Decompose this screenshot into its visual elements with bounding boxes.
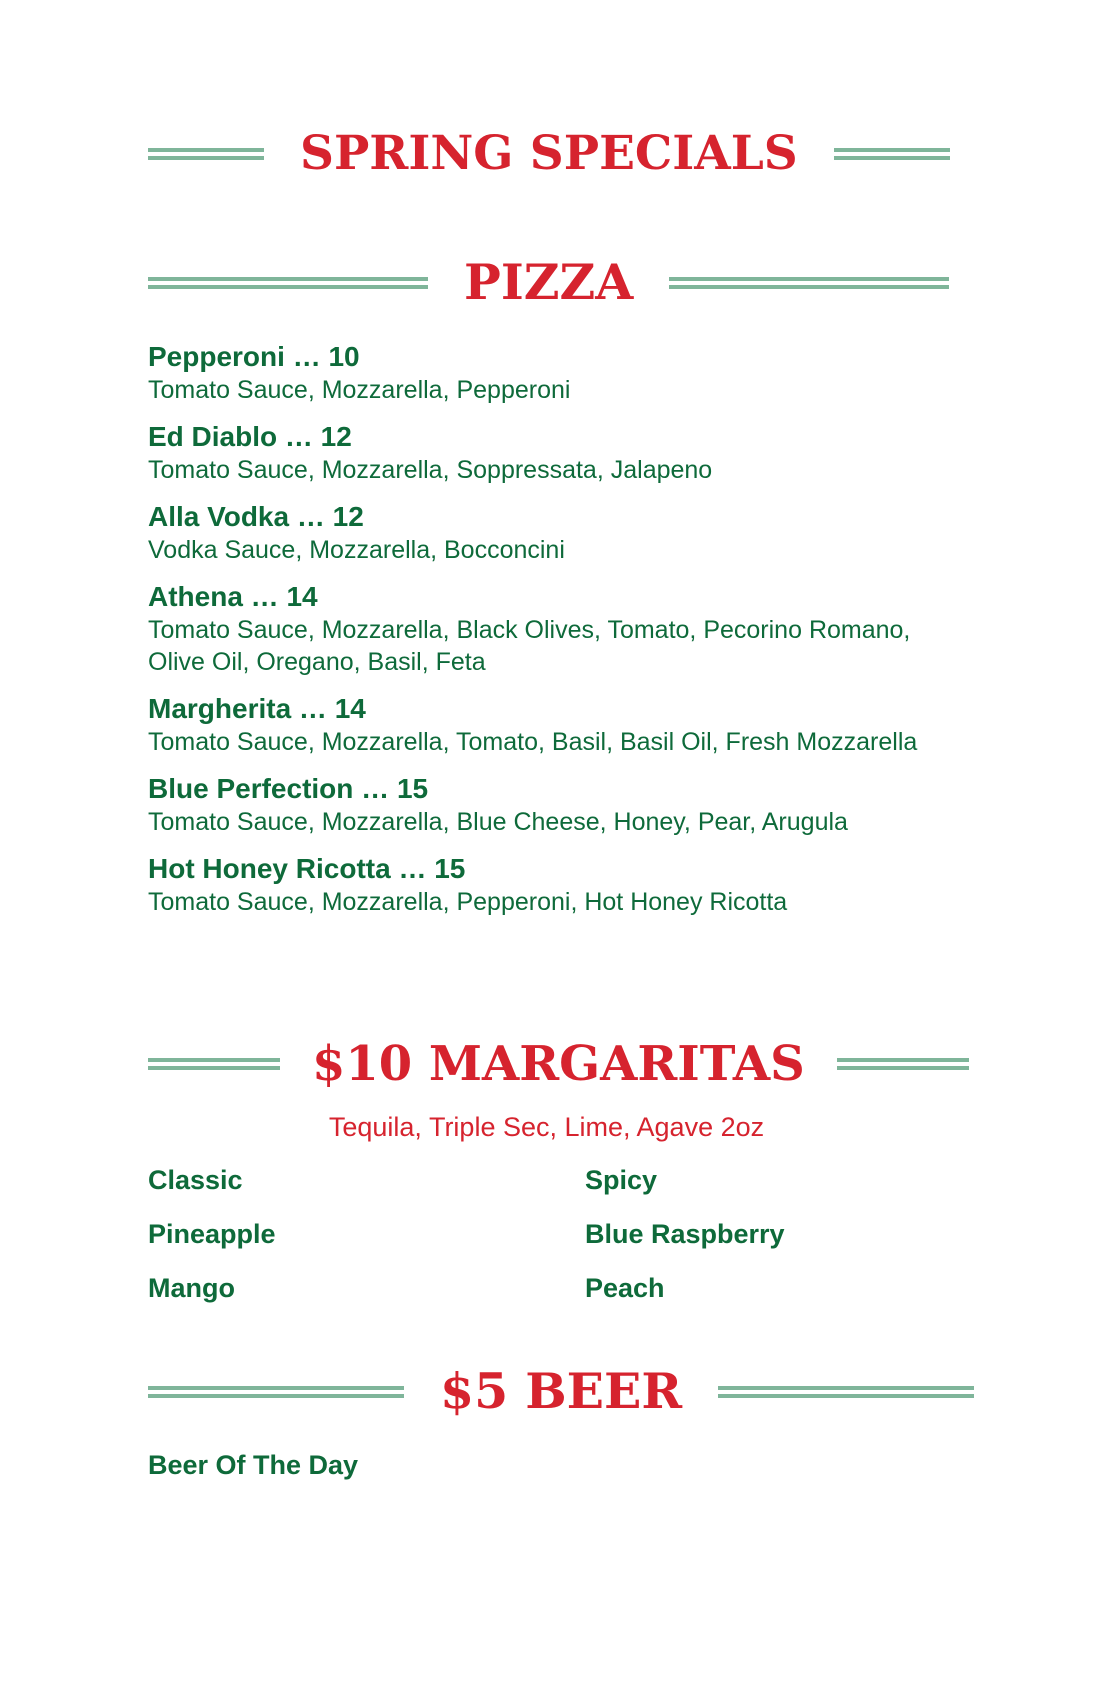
pizza-name: Alla Vodka … 12	[148, 501, 364, 532]
heading-rule-right	[837, 1058, 969, 1070]
pizza-name: Athena … 14	[148, 581, 318, 612]
margarita-item: Blue Raspberry	[585, 1219, 785, 1249]
heading-rule-left	[148, 1058, 280, 1070]
pizza-item	[148, 772, 945, 838]
pizza-name: Hot Honey Ricotta … 15	[148, 853, 466, 884]
heading-rule-right	[669, 277, 949, 289]
pizza-name: Blue Perfection … 15	[148, 773, 429, 804]
margaritas-subtitle: Tequila, Triple Sec, Lime, Agave 2oz	[328, 1112, 765, 1142]
pizza-description: Tomato Sauce, Mozzarella, Soppressata, Jalapeno	[148, 456, 713, 484]
margarita-item: Spicy	[585, 1165, 658, 1195]
beer-heading-row	[148, 1362, 945, 1420]
pizza-name: Ed Diablo … 12	[148, 421, 352, 452]
pizza-item	[148, 692, 945, 758]
margaritas-heading-row	[148, 1036, 945, 1092]
margarita-item: Classic	[148, 1165, 243, 1195]
main-heading-row	[148, 126, 945, 181]
pizza-item	[148, 420, 945, 486]
heading-rule-right	[834, 148, 950, 160]
heading-rule-left	[148, 1386, 404, 1398]
pizza-name: Margherita … 14	[148, 693, 366, 724]
margarita-item: Peach	[585, 1273, 665, 1303]
beer-item: Beer Of The Day	[148, 1450, 359, 1480]
pizza-item	[148, 580, 945, 678]
pizza-name: Pepperoni … 10	[148, 341, 360, 372]
pizza-description: Tomato Sauce, Mozzarella, Black Olives, Tomato, Pecorino Romano, Olive Oil, Oregano, Basil, Feta	[148, 616, 911, 676]
pizza-heading: PIZZA	[464, 253, 634, 311]
pizza-description: Tomato Sauce, Mozzarella, Blue Cheese, Honey, Pear, Arugula	[148, 808, 848, 836]
beer-heading: $5 BEER	[440, 1362, 683, 1420]
pizza-description: Tomato Sauce, Mozzarella, Pepperoni	[148, 376, 571, 404]
margarita-item: Mango	[148, 1273, 235, 1303]
margaritas-heading: $10 MARGARITAS	[312, 1036, 805, 1092]
pizza-item	[148, 852, 945, 918]
pizza-heading-row	[148, 253, 945, 311]
menu-title: SPRING SPECIALS	[300, 126, 798, 181]
heading-rule-left	[148, 148, 264, 160]
margaritas-list	[148, 1163, 945, 1305]
pizza-description: Tomato Sauce, Mozzarella, Tomato, Basil, Basil Oil, Fresh Mozzarella	[148, 728, 918, 756]
pizza-item	[148, 340, 945, 406]
pizza-description: Vodka Sauce, Mozzarella, Bocconcini	[148, 536, 565, 564]
margarita-item: Pineapple	[148, 1219, 276, 1249]
pizza-item	[148, 500, 945, 566]
heading-rule-left	[148, 277, 428, 289]
pizza-list	[148, 340, 945, 932]
heading-rule-right	[718, 1386, 974, 1398]
pizza-description: Tomato Sauce, Mozzarella, Pepperoni, Hot Honey Ricotta	[148, 888, 788, 916]
